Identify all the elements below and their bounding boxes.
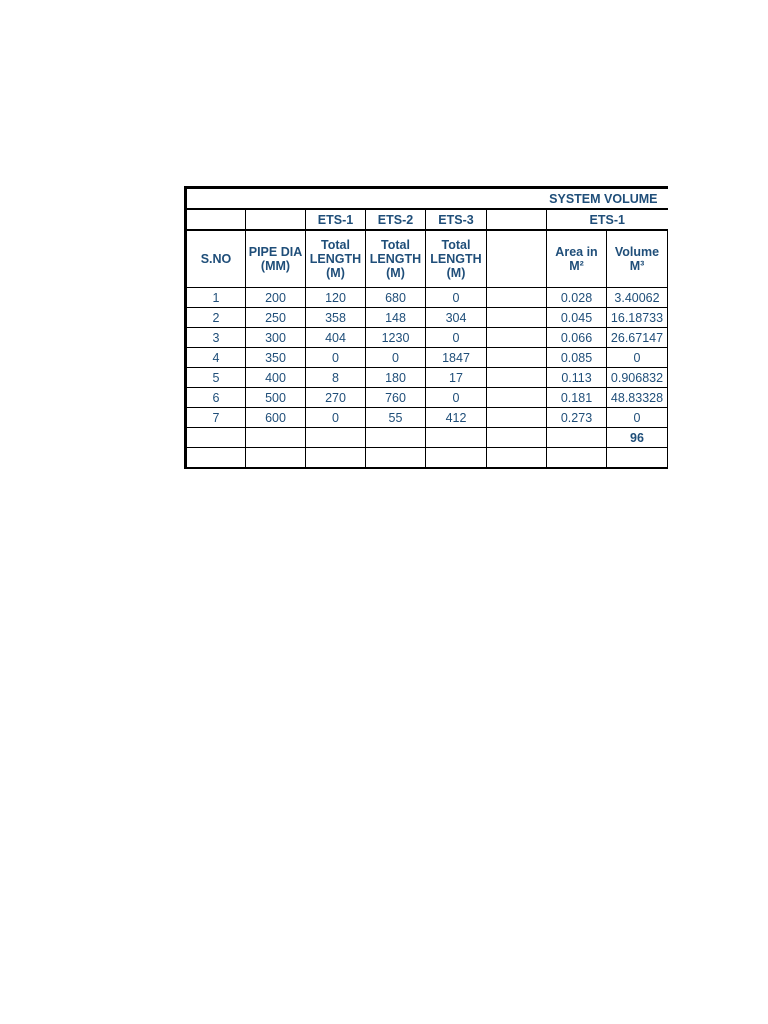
- cell-blank: [306, 448, 366, 469]
- cell-length-ets3: 17: [426, 368, 487, 388]
- cell-volume: 0: [607, 408, 668, 428]
- title-row: [186, 188, 668, 210]
- cell-length-ets2: 55: [366, 408, 426, 428]
- data-rows: [186, 288, 668, 428]
- table-title: SYSTEM VOLUME: [186, 188, 668, 210]
- header-pipe-dia: PIPE DIA (MM): [246, 230, 306, 288]
- cell-length-ets2: 1230: [366, 328, 426, 348]
- cell-blank: [487, 209, 547, 230]
- cell-blank: [487, 368, 547, 388]
- cell-length-ets2: 680: [366, 288, 426, 308]
- cell-blank: [487, 308, 547, 328]
- column-header-row: [186, 230, 668, 288]
- cell-blank: [246, 448, 306, 469]
- cell-blank: [246, 428, 306, 448]
- group-volume-ets1: ETS-1: [547, 209, 668, 230]
- cell-blank: [487, 348, 547, 368]
- cell-blank: [186, 209, 246, 230]
- cell-pipe-dia: 400: [246, 368, 306, 388]
- cell-pipe-dia: 300: [246, 328, 306, 348]
- header-length-ets1: Total LENGTH (M): [306, 230, 366, 288]
- cell-blank: [487, 408, 547, 428]
- cell-sno: 1: [186, 288, 246, 308]
- cell-pipe-dia: 600: [246, 408, 306, 428]
- cell-blank: [487, 428, 547, 448]
- cell-length-ets1: 358: [306, 308, 366, 328]
- header-area: Area in M²: [547, 230, 607, 288]
- cell-blank: [366, 428, 426, 448]
- table-row: [186, 388, 668, 408]
- header-length-ets3: Total LENGTH (M): [426, 230, 487, 288]
- cell-sno: 5: [186, 368, 246, 388]
- cell-volume: 48.83328: [607, 388, 668, 408]
- cell-length-ets3: 304: [426, 308, 487, 328]
- cell-length-ets3: 412: [426, 408, 487, 428]
- cell-length-ets2: 148: [366, 308, 426, 328]
- cell-length-ets2: 760: [366, 388, 426, 408]
- cell-area: 0.045: [547, 308, 607, 328]
- cell-blank: [366, 448, 426, 469]
- table-row: [186, 408, 668, 428]
- cell-length-ets1: 120: [306, 288, 366, 308]
- group-ets1: ETS-1: [306, 209, 366, 230]
- cell-length-ets3: 1847: [426, 348, 487, 368]
- group-header-row: [186, 209, 668, 230]
- header-sno: S.NO: [186, 230, 246, 288]
- cell-sno: 7: [186, 408, 246, 428]
- header-blank: [487, 230, 547, 288]
- group-ets2: ETS-2: [366, 209, 426, 230]
- cell-volume: 16.18733: [607, 308, 668, 328]
- cell-volume: 0.906832: [607, 368, 668, 388]
- cell-blank: [487, 288, 547, 308]
- table-row: [186, 328, 668, 348]
- cell-area: 0.181: [547, 388, 607, 408]
- cell-length-ets1: 404: [306, 328, 366, 348]
- group-ets3: ETS-3: [426, 209, 487, 230]
- header-volume: Volume M³: [607, 230, 668, 288]
- total-row: [186, 428, 668, 448]
- cell-blank: [487, 448, 547, 469]
- cell-volume: 0: [607, 348, 668, 368]
- cell-length-ets1: 8: [306, 368, 366, 388]
- cell-pipe-dia: 250: [246, 308, 306, 328]
- cell-area: 0.113: [547, 368, 607, 388]
- cell-blank: [186, 448, 246, 469]
- cell-area: 0.273: [547, 408, 607, 428]
- cell-pipe-dia: 350: [246, 348, 306, 368]
- cell-blank: [607, 448, 668, 469]
- cell-area: 0.028: [547, 288, 607, 308]
- cell-length-ets1: 270: [306, 388, 366, 408]
- cell-length-ets1: 0: [306, 348, 366, 368]
- cell-length-ets3: 0: [426, 288, 487, 308]
- cell-blank: [306, 428, 366, 448]
- cell-blank: [426, 448, 487, 469]
- cell-blank: [547, 428, 607, 448]
- cell-pipe-dia: 500: [246, 388, 306, 408]
- cell-sno: 2: [186, 308, 246, 328]
- total-volume: 96: [607, 428, 668, 448]
- table-row: [186, 288, 668, 308]
- cell-pipe-dia: 200: [246, 288, 306, 308]
- cell-volume: 3.40062: [607, 288, 668, 308]
- cell-length-ets2: 0: [366, 348, 426, 368]
- cell-blank: [487, 328, 547, 348]
- cell-area: 0.085: [547, 348, 607, 368]
- empty-row: [186, 448, 668, 469]
- cell-blank: [186, 428, 246, 448]
- table-row: [186, 368, 668, 388]
- cell-area: 0.066: [547, 328, 607, 348]
- table-row: [186, 308, 668, 328]
- cell-blank: [426, 428, 487, 448]
- header-length-ets2: Total LENGTH (M): [366, 230, 426, 288]
- cell-blank: [547, 448, 607, 469]
- cell-sno: 6: [186, 388, 246, 408]
- cell-volume: 26.67147: [607, 328, 668, 348]
- cell-length-ets1: 0: [306, 408, 366, 428]
- cell-length-ets2: 180: [366, 368, 426, 388]
- system-volume-table: [184, 186, 668, 469]
- cell-sno: 4: [186, 348, 246, 368]
- table-row: [186, 348, 668, 368]
- cell-blank: [246, 209, 306, 230]
- cell-blank: [487, 388, 547, 408]
- cell-length-ets3: 0: [426, 328, 487, 348]
- cell-sno: 3: [186, 328, 246, 348]
- cell-length-ets3: 0: [426, 388, 487, 408]
